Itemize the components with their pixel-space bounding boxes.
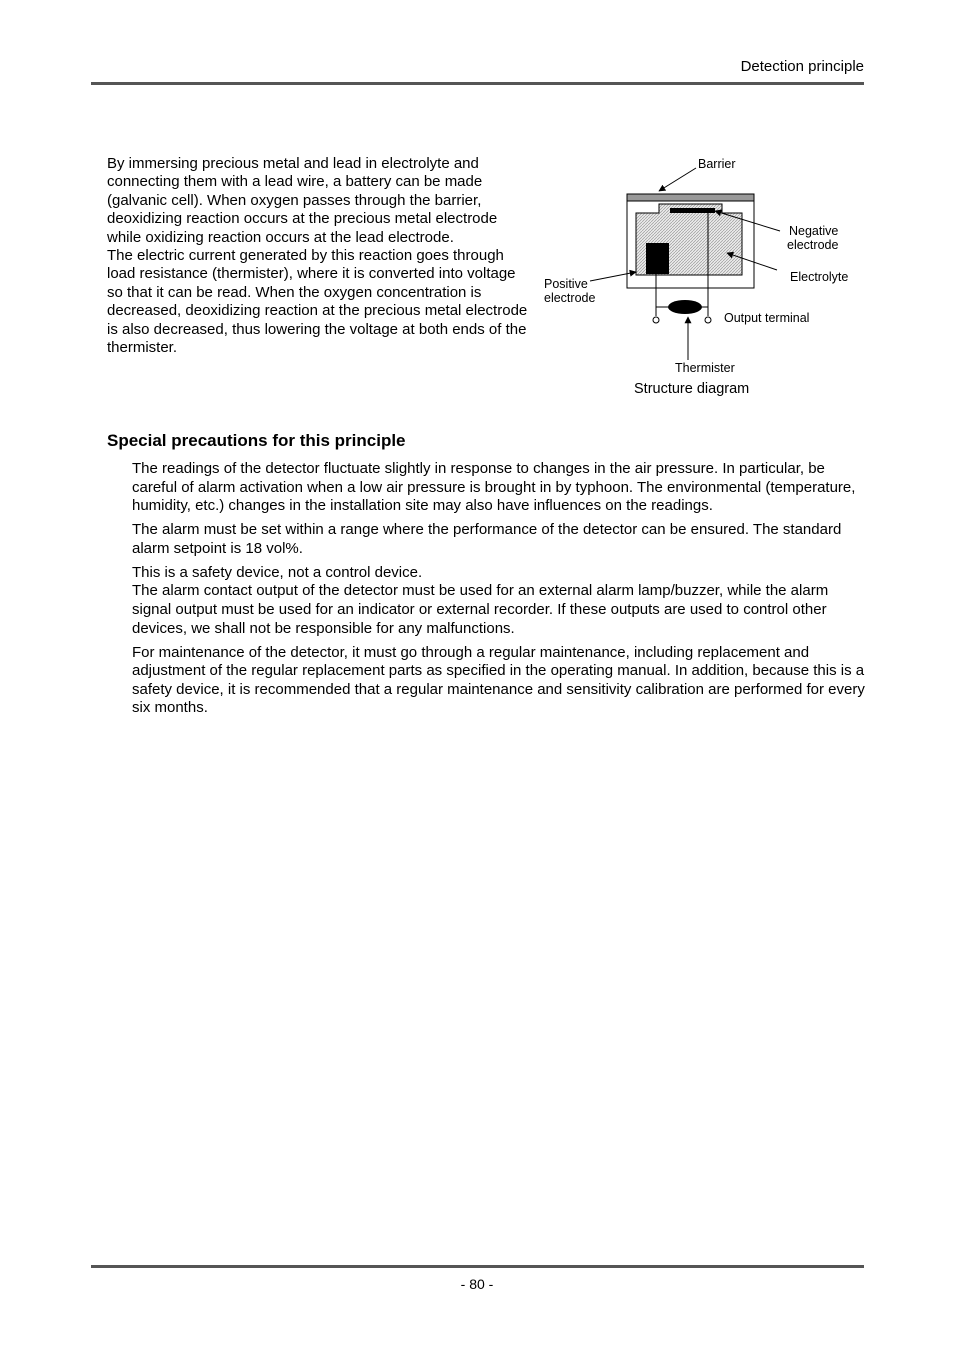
thermister-element (668, 300, 702, 314)
precaution-paragraph: The alarm contact output of the detector must be used for an external alarm lamp/buzzer, while the alarm signal output must be used for an indicator or external recorder. If these outputs are used to control other devices, we shall not be responsible for any malfunctions. (132, 582, 829, 637)
output-terminal-left (653, 317, 659, 323)
intro-paragraph: The electric current generated by this reaction goes through load resistance (thermister), where it is converted into voltage so that it can be read. When the oxygen concentration is decreased, deoxidizing reaction at the precious metal electrode is also decreased, thus lowering the voltage at both ends of the thermister. (107, 247, 528, 357)
positive-electrode-block (646, 243, 669, 274)
intro-text (107, 155, 532, 357)
positive-electrode-label-line1: Positive (544, 277, 588, 291)
precaution-paragraph: The alarm must be set within a range where the performance of the detector can be ensured. The standard alarm setpoint is 18 vol%. (132, 521, 842, 557)
barrier-label: Barrier (698, 157, 736, 171)
footer-rule (91, 1265, 864, 1268)
output-terminal-right (705, 317, 711, 323)
electrolyte-label: Electrolyte (790, 270, 849, 284)
precaution-paragraph: For maintenance of the detector, it must go through a regular maintenance, including replacement and adjustment of the regular replacement parts as specified in the operating manual. In addition, because this is a safety device, it is recommended that a regular maintenance and sensitivity calibration are performed for every six months. (132, 643, 865, 717)
section-heading: Special precautions for this principle (107, 431, 406, 450)
barrier-layer (627, 194, 754, 201)
negative-electrode-label-line2: electrode (787, 238, 839, 252)
negative-electrode-plate (670, 208, 715, 213)
output-terminal-label: Output terminal (724, 311, 810, 325)
negative-electrode-label-line1: Negative (789, 224, 839, 238)
precautions-text (132, 460, 870, 723)
thermister-label: Thermister (675, 361, 735, 375)
header-rule (91, 82, 864, 85)
barrier-leader (659, 168, 696, 191)
intro-paragraph: By immersing precious metal and lead in electrolyte and connecting them with a lead wire, a battery can be made (galvanic cell). When oxygen passes through the barrier, deoxidizing reaction occurs at the precious metal electrode while oxidizing reaction occurs at the lead electrode. (107, 155, 498, 246)
precaution-paragraph: The readings of the detector fluctuate slightly in response to changes in the air pressure. In particular, be careful of alarm activation when a low air pressure is brought in by typhoon. The environmental (temperature, humidity, etc.) changes in the installation site may also have influences on the readings. (132, 460, 856, 515)
page-number: - 80 - (460, 1276, 494, 1292)
structure-diagram (540, 150, 860, 405)
diagram-caption: Structure diagram (634, 381, 750, 397)
precaution-paragraph: This is a safety device, not a control device. (132, 563, 423, 581)
positive-electrode-label-line2: electrode (544, 291, 596, 305)
page-header-title: Detection principle (740, 58, 864, 75)
